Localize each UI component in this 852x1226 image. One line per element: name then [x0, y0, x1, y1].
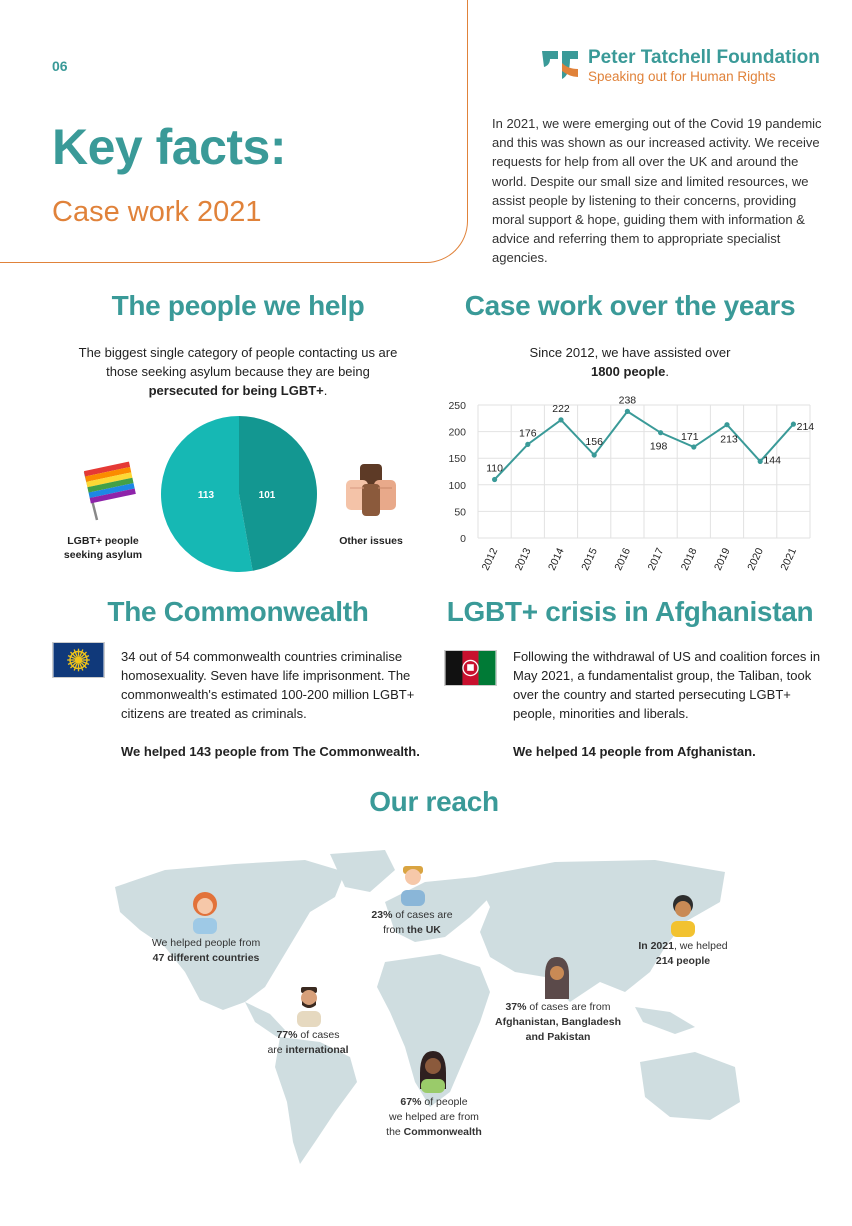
data-label: 222 [552, 402, 570, 415]
reach-2021 [622, 939, 744, 969]
y-tick-label: 250 [448, 400, 466, 412]
afghanistan-text: Following the withdrawal of US and coalition forces in May 2021, a fundamentalist group, the Taliban, took over the country and started persecuting LGBT+ people, minorities and liberals. [513, 649, 821, 721]
data-point [691, 444, 696, 449]
data-label: 144 [763, 454, 781, 467]
reach-heading: Our reach [369, 786, 499, 817]
reach-uk-text: of cases are [392, 909, 453, 921]
x-tick-label: 2020 [745, 546, 766, 573]
reach-commonwealth [372, 1095, 496, 1140]
x-tick-label: 2021 [778, 546, 800, 573]
x-tick-label: 2019 [711, 546, 733, 573]
people-text-after: . [323, 383, 328, 398]
reach-commonwealth-bold: Commonwealth [403, 1126, 482, 1138]
reach-asia-countries: Afghanistan, Bangladesh [494, 1016, 621, 1028]
data-label: 176 [519, 427, 537, 440]
afghanistan-flag-icon [444, 650, 497, 686]
reach-countries-line1: We helped people from [151, 937, 261, 949]
commonwealth-helped: We helped 143 people from The Commonwealth. [121, 744, 420, 759]
x-tick-label: 2015 [579, 546, 600, 573]
person-avatar-icon [292, 983, 326, 1027]
pie-slice-other [239, 416, 317, 571]
data-point [791, 422, 796, 427]
data-point [658, 430, 663, 435]
commonwealth-flag-icon [52, 642, 105, 678]
raised-fists-icon [342, 462, 400, 518]
afghanistan-heading: LGBT+ crisis in Afghanistan [446, 596, 814, 627]
x-tick-label: 2013 [512, 546, 534, 573]
reach-uk-bold: the UK [407, 924, 441, 936]
reach-countries-bold: 47 different countries [152, 952, 260, 964]
logo-tagline: Speaking out for Human Rights [588, 69, 776, 84]
reach-asia-text: of cases are from [526, 1001, 611, 1013]
reach-international-line2 [250, 1043, 366, 1058]
y-tick-label: 50 [454, 506, 466, 519]
rainbow-flag-icon [75, 458, 137, 522]
data-label: 213 [720, 433, 738, 446]
people-we-help-text [72, 343, 404, 400]
reach-international-text: of cases [297, 1029, 340, 1041]
people-we-help-heading: The people we help [111, 290, 365, 321]
reach-uk-from: from [383, 924, 408, 936]
case-work-text-bold: 1800 people [590, 364, 666, 379]
reach-asia-line1 [480, 1000, 636, 1015]
pie-label-asylum: LGBT+ people seeking asylum [63, 535, 143, 561]
x-tick-label: 2016 [612, 546, 634, 573]
reach-international-line1 [250, 1028, 366, 1043]
y-tick-label: 100 [448, 479, 466, 492]
people-text-before: The biggest single category of people contacting us are those seeking asylum because they are being [78, 345, 398, 379]
data-point [492, 477, 497, 482]
page-subtitle: Case work 2021 [52, 196, 262, 228]
data-label: 198 [649, 440, 668, 453]
people-text-bold: persecuted for being LGBT+ [148, 383, 324, 398]
reach-uk-line2 [352, 923, 472, 938]
y-tick-label: 200 [448, 426, 466, 439]
reach-commonwealth-line1 [372, 1095, 496, 1110]
data-label: 110 [486, 462, 503, 475]
case-work-heading: Case work over the years [464, 290, 796, 321]
reach-commonwealth-text: of people [421, 1096, 468, 1108]
logo-name: Peter Tatchell Foundation [588, 47, 820, 68]
reach-uk-line1 [352, 908, 472, 923]
case-work-text-after: . [665, 364, 670, 379]
commonwealth-heading: The Commonwealth [107, 596, 369, 627]
x-tick-label: 2012 [479, 546, 501, 573]
data-point [592, 452, 597, 457]
data-point [558, 417, 563, 422]
reach-international-percent: 77% [276, 1029, 298, 1041]
intro-text: In 2021, we were emerging out of the Covid 19 pandemic and this was shown as our increased activity. We receive requests for help from all over the UK and around the world. Despite our small size and limited resources, we assist people by listening to their concerns, providing moral support & hope, guiding them with information & advice and referring them to appropriate specialist agencies. [492, 116, 822, 266]
data-label: 156 [585, 436, 603, 449]
case-work-text [520, 343, 740, 381]
reach-uk-percent: 23% [371, 909, 393, 921]
reach-2021-bold: 214 people [655, 955, 711, 967]
reach-asia-countries-2: and Pakistan [525, 1031, 591, 1043]
reach-countries [128, 936, 284, 966]
reach-international-bold: international [285, 1044, 349, 1056]
person-avatar-icon [540, 955, 574, 999]
x-tick-label: 2017 [645, 546, 667, 573]
x-tick-label: 2014 [545, 546, 567, 573]
reach-2021-text: , we helped [673, 940, 728, 952]
pie-label-other: Other issues [339, 535, 403, 547]
data-label: 238 [618, 395, 637, 407]
reach-international [250, 1028, 366, 1058]
pie-value-other: 101 [258, 490, 276, 501]
reach-international-are: are [267, 1044, 286, 1056]
person-avatar-icon [188, 890, 222, 934]
page-number: 06 [52, 58, 68, 74]
commonwealth-text: 34 out of 54 commonwealth countries criminalise homosexuality. Seven have life imprisonment. The commonwealth's estimated 100-200 million LGBT+ citizens are treated as criminals. [121, 649, 415, 721]
data-point [525, 442, 530, 447]
x-tick-label: 2018 [678, 546, 700, 573]
pie-value-asylum: 113 [197, 490, 215, 501]
reach-commonwealth-the: the [386, 1126, 404, 1138]
pie-chart [160, 415, 318, 573]
data-point [625, 409, 630, 414]
logo-mark-icon [542, 49, 580, 81]
page-title: Key facts: [52, 119, 286, 175]
data-point [758, 459, 763, 464]
reach-2021-year: In 2021 [638, 940, 674, 952]
reach-commonwealth-percent: 67% [400, 1096, 422, 1108]
y-tick-label: 0 [460, 533, 466, 545]
reach-asia [480, 1000, 636, 1045]
data-label: 214 [796, 421, 815, 434]
y-tick-label: 150 [448, 453, 466, 466]
reach-commonwealth-line3 [372, 1125, 496, 1140]
reach-asia-percent: 37% [505, 1001, 527, 1013]
person-avatar-icon [416, 1049, 450, 1093]
line-chart [440, 395, 820, 585]
reach-uk [352, 908, 472, 938]
person-avatar-icon [396, 862, 430, 906]
person-avatar-icon [666, 893, 700, 937]
logo [542, 47, 842, 87]
reach-commonwealth-line2: we helped are from [389, 1111, 479, 1123]
reach-2021-line1 [622, 939, 744, 954]
afghanistan-helped: We helped 14 people from Afghanistan. [513, 744, 756, 759]
data-label: 171 [681, 431, 699, 444]
data-point [724, 422, 729, 427]
case-work-text-before: Since 2012, we have assisted over [529, 345, 731, 360]
